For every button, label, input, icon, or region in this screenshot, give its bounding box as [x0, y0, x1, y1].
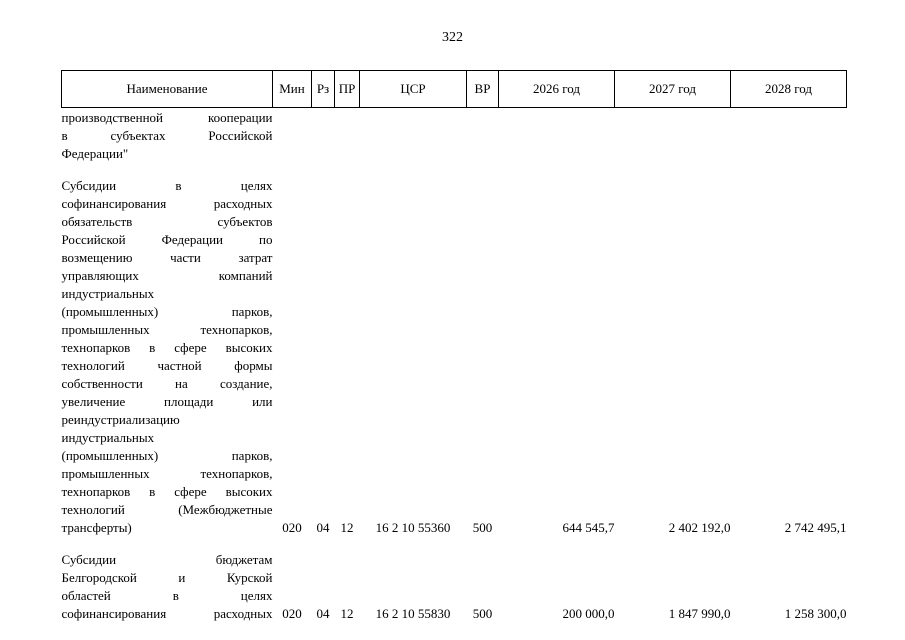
cell-rz: 04: [316, 520, 330, 535]
row-name-line: реиндустриализацию: [61, 412, 180, 427]
cell-pr: [335, 108, 360, 164]
row-name-line: Белгородской и Курской: [61, 570, 273, 585]
row-name: [62, 108, 273, 164]
cell-2028: 1 258 300,0: [784, 606, 847, 621]
row-name-line: обязательств субъектов: [61, 214, 273, 229]
header-2027: 2027 год: [615, 71, 731, 108]
header-name: Наименование: [62, 71, 273, 108]
header-csr: ЦСР: [360, 71, 467, 108]
cell-min: 020: [282, 520, 302, 535]
cell-2027: [615, 108, 731, 164]
header-2026: 2026 год: [499, 71, 615, 108]
cell-2026: [499, 108, 615, 164]
row-name-line: индустриальных: [61, 286, 155, 301]
cell-vr: 500: [472, 520, 493, 535]
cell-csr: 16 2 10 55360: [375, 520, 451, 535]
row-name-line: технопарков в сфере высоких: [61, 484, 273, 499]
cell-2027: 2 402 192,0: [668, 520, 731, 535]
cell-csr: [360, 108, 467, 164]
row-name-line: управляющих компаний: [61, 268, 273, 283]
row-name-line: Федерации": [61, 146, 129, 161]
cell-2028: [731, 108, 847, 164]
table-header-row: [62, 71, 847, 108]
row-name-line: трансферты): [61, 520, 132, 535]
row-name-line: Субсидии в целях: [61, 178, 273, 193]
header-2028: 2028 год: [731, 71, 847, 108]
row-name: [62, 177, 273, 537]
row-name-line: увеличение площади или: [61, 394, 273, 409]
cell-2026: 644 545,7: [562, 520, 615, 535]
cell-pr: 12: [340, 520, 354, 535]
header-vr: ВР: [467, 71, 499, 108]
cell-rz: 04: [316, 606, 330, 621]
cell-pr: 12: [340, 606, 354, 621]
page-number: 322: [442, 30, 463, 45]
row-name-line: производственной кооперации: [61, 110, 273, 125]
cell-min: 020: [282, 606, 302, 621]
cell-2026: 200 000,0: [562, 606, 615, 621]
row-name-line: возмещению части затрат: [61, 250, 273, 265]
cell-rz: [312, 108, 335, 164]
cell-csr: 16 2 10 55830: [375, 606, 451, 621]
row-name-line: (промышленных) парков,: [61, 448, 273, 463]
row-name: [62, 551, 273, 623]
row-name-line: в субъектах Российской: [61, 128, 273, 143]
row-name-line: технопарков в сфере высоких: [61, 340, 273, 355]
row-name-line: промышленных технопарков,: [61, 322, 273, 337]
row-name-line: промышленных технопарков,: [61, 466, 273, 481]
cell-2027: 1 847 990,0: [668, 606, 731, 621]
header-rz: Рз: [312, 71, 335, 108]
row-name-line: (промышленных) парков,: [61, 304, 273, 319]
budget-table: [61, 70, 847, 623]
cell-min: [273, 108, 312, 164]
table-row: [62, 551, 847, 623]
cell-vr: 500: [472, 606, 493, 621]
header-pr: ПР: [335, 71, 360, 108]
row-name-line: Субсидии бюджетам: [61, 552, 273, 567]
table-row: [62, 177, 847, 537]
cell-2028: 2 742 495,1: [784, 520, 847, 535]
cell-vr: [467, 108, 499, 164]
header-min: Мин: [273, 71, 312, 108]
row-name-line: софинансирования расходных: [61, 606, 273, 621]
row-name-line: областей в целях: [61, 588, 273, 603]
row-name-line: технологий частной формы: [61, 358, 273, 373]
table-row: [62, 108, 847, 164]
row-name-line: технологий (Межбюджетные: [61, 502, 273, 517]
row-name-line: софинансирования расходных: [61, 196, 273, 211]
row-name-line: Российской Федерации по: [61, 232, 273, 247]
row-name-line: собственности на создание,: [61, 376, 273, 391]
row-name-line: индустриальных: [61, 430, 155, 445]
